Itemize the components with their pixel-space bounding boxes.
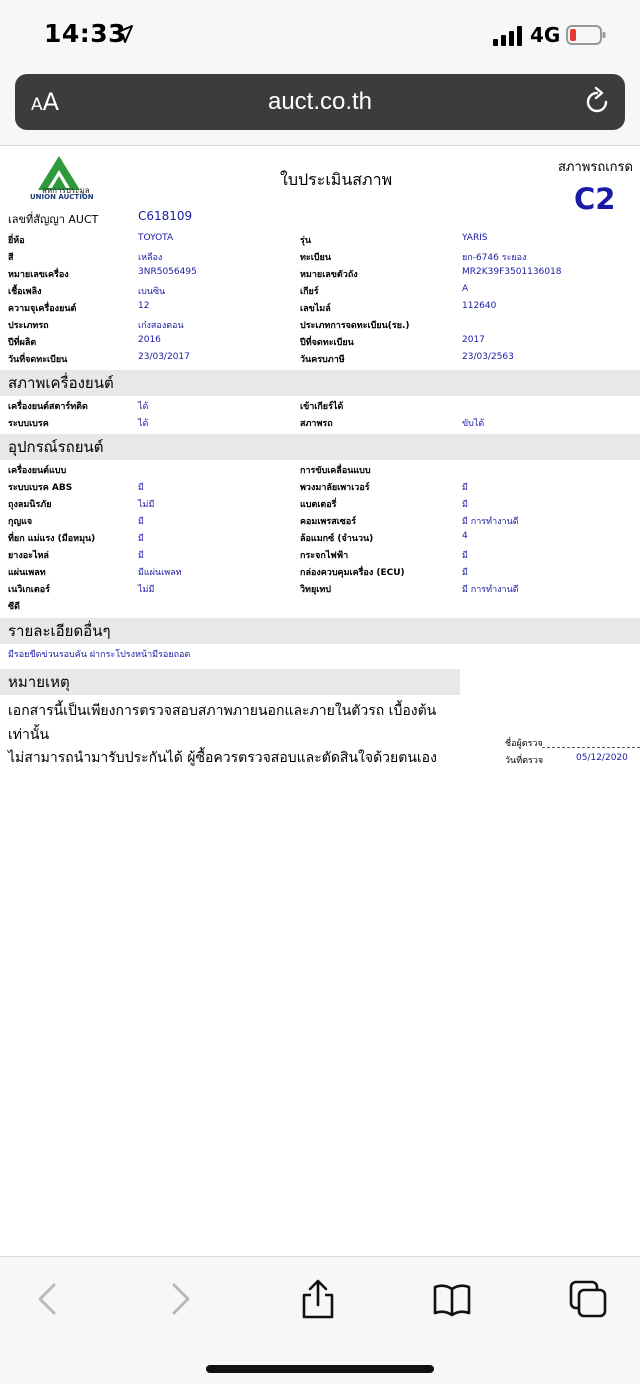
info-row: วันที่จดทะเบียน 23/03/2017 วันครบภาษี 23/03/2563: [8, 352, 514, 365]
info-row: ความจุเครื่องยนต์ 12 เลขไมล์ 112640: [8, 301, 497, 314]
info-row: หมายเลขเครื่อง 3NR5056495 หมายเลขตัวถัง MR2K39F3501136018: [8, 267, 562, 280]
chevron-left-icon[interactable]: [28, 1279, 68, 1319]
equipment-row: เครื่องยนต์แบบ การขับเคลื่อนแบบ: [8, 466, 371, 476]
url-text[interactable]: auct.co.th: [267, 88, 373, 115]
remarks-section: หมายเหตุ: [0, 669, 460, 695]
other-details-note: มีรอยขีดข่วนรอบคัน ฝากระโปรงหน้ามีรอยถอด: [8, 650, 191, 660]
other-details-section: รายละเอียดอื่นๆ: [0, 618, 640, 644]
inspection-date-label: วันที่ตรวจ: [505, 756, 544, 766]
equipment-row: แผ่นเพลท มีแผ่นเพลท กล่องควบคุมเครื่อง (ECU) มี: [8, 568, 468, 578]
inspection-document: [0, 146, 640, 1256]
inspection-date-value: 05/12/2020: [576, 753, 628, 763]
location-arrow-icon: [114, 24, 134, 44]
address-bar[interactable]: [15, 74, 625, 130]
engine-condition-section: สภาพเครื่องยนต์: [0, 370, 640, 396]
tabs-icon[interactable]: [568, 1279, 608, 1319]
status-time: 14:33: [44, 19, 127, 48]
chevron-right-icon[interactable]: [160, 1279, 200, 1319]
engine-row: เครื่องยนต์สตาร์ทติด ได้ เข้าเกียร์ได้: [8, 402, 344, 412]
cellular-signal-icon: [493, 26, 523, 46]
contract-number-label: เลขที่สัญญา AUCT: [8, 213, 99, 226]
battery-low-icon: [566, 25, 606, 45]
grade-value: C2: [574, 182, 616, 216]
equipment-row: ยางอะไหล่ มี กระจกไฟฟ้า มี: [8, 551, 468, 561]
info-row: ยี่ห้อ TOYOTA รุ่น YARIS: [8, 233, 488, 246]
equipment-row: ที่ยก แม่แรง (มือหมุน) มี ล้อแมกซ์ (จำนวน) 4: [8, 531, 468, 544]
book-icon[interactable]: [432, 1279, 472, 1319]
status-bar: [0, 0, 640, 70]
info-row: ปีที่ผลิต 2016 ปีที่จดทะเบียน 2017: [8, 335, 485, 348]
engine-row: ระบบเบรค ได้ สภาพรถ ขับได้: [8, 419, 485, 429]
home-indicator[interactable]: [206, 1365, 434, 1373]
share-icon[interactable]: [298, 1279, 338, 1319]
info-row: ประเภทรถ เก๋งสองตอน ประเภทการจดทะเบียน(รย.): [8, 321, 410, 331]
inspector-name-line: [542, 747, 640, 748]
equipment-row: ระบบเบรค ABS มี พวงมาลัยเพาเวอร์ มี: [8, 483, 468, 493]
remark-line: ไม่สามารถนำมารับประกันได้ ผู้ซื้อควรตรวจสอบและตัดสินใจด้วยตนเอง: [8, 750, 437, 766]
browser-address-area: [0, 70, 640, 146]
document-title: ใบประเมินสภาพ: [280, 170, 393, 189]
equipment-section: อุปกรณ์รถยนต์: [0, 434, 640, 460]
info-row: สี เหลือง ทะเบียน ยก-6746 ระยอง: [8, 253, 527, 263]
browser-toolbar: [0, 1256, 640, 1384]
network-type: 4G: [530, 23, 561, 47]
contract-number-value: C618109: [138, 209, 193, 223]
grade-label: สภาพรถเกรด: [558, 160, 633, 175]
remark-line: เอกสารนี้เป็นเพียงการตรวจสอบสภาพภายนอกและภายในตัวรถ เบื้องต้น: [8, 703, 437, 719]
equipment-row: ซีดี: [8, 602, 20, 612]
inspector-name-label: ชื่อผู้ตรวจ: [505, 739, 543, 749]
equipment-row: เนวิเกเตอร์ ไม่มี วิทยุเทป มี การทำงานดี: [8, 585, 519, 595]
equipment-row: ถุงลมนิรภัย ไม่มี แบตเตอรี่ มี: [8, 500, 468, 510]
logo-thai-text: สหการประมูล: [42, 186, 90, 195]
equipment-row: กุญแจ มี คอมเพรสเซอร์ มี การทำงานดี: [8, 517, 519, 527]
reader-text-size-button[interactable]: AA: [31, 88, 60, 116]
logo-english-text: UNION AUCTION: [30, 193, 94, 201]
reload-icon[interactable]: [581, 86, 613, 118]
remark-line: เท่านั้น: [8, 727, 50, 743]
info-row: เชื้อเพลิง เบนซิน เกียร์ A: [8, 284, 469, 297]
